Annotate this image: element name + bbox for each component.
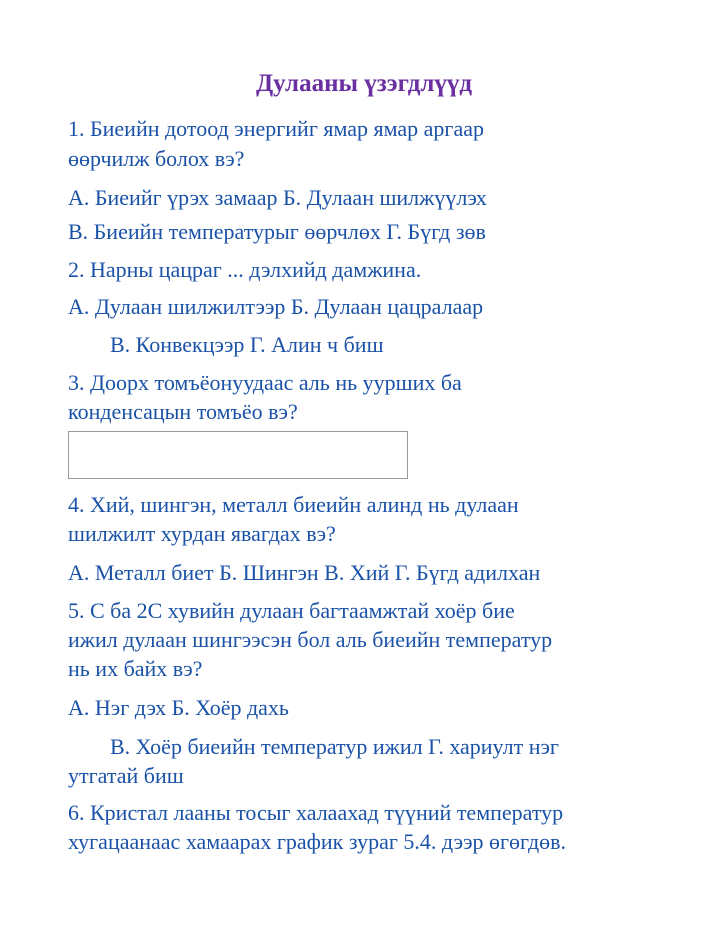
q5-options-line3: утгатай биш xyxy=(68,763,184,788)
q5-options-line2: В. Хоёр биеийн температур ижил Г. хариулт нэг xyxy=(110,734,559,759)
formula-image-placeholder xyxy=(68,431,408,479)
q5-text-line3: нь их байх вэ? xyxy=(68,656,203,681)
q3-text-line1: 3. Доорх томъёонуудаас аль нь уурших ба xyxy=(68,370,462,395)
q4-options: А. Металл биет Б. Шингэн В. Хий Г. Бүгд адилхан xyxy=(68,560,541,585)
page-title: Дулааны үзэгдлүүд xyxy=(255,70,473,97)
q3-text-line2: конденсацын томъёо вэ? xyxy=(68,399,298,424)
q6-text-line1: 6. Кристал лааны тосыг халаахад түүний температур xyxy=(68,800,564,825)
q2-text: 2. Нарны цацраг ... дэлхийд дамжина. xyxy=(68,257,422,282)
q5-options-line1: А. Нэг дэх Б. Хоёр дахь xyxy=(68,695,289,720)
q6-text-line2: хугацаанаас хамаарах график зураг 5.4. дээр өгөгдөв. xyxy=(68,829,567,854)
q2-options-line2: В. Конвекцээр Г. Алин ч биш xyxy=(110,332,384,357)
q5-text-line1: 5. C ба 2C хувийн дулаан багтаамжтай хоёр бие xyxy=(68,598,515,623)
q1-options-line1: А. Биеийг үрэх замаар Б. Дулаан шилжүүлэх xyxy=(68,185,487,210)
q4-text-line2: шилжилт хурдан явагдах вэ? xyxy=(68,521,336,546)
q1-text-line2: өөрчилж болох вэ? xyxy=(68,146,245,171)
q4-text-line1: 4. Хий, шингэн, металл биеийн алинд нь дулаан xyxy=(68,492,519,517)
q2-options-line1: А. Дулаан шилжилтээр Б. Дулаан цацралаар xyxy=(68,294,484,319)
q1-options-line2: В. Биеийн температурыг өөрчлөх Г. Бүгд зөв xyxy=(68,219,486,244)
q5-text-line2: ижил дулаан шингээсэн бол аль биеийн температур xyxy=(68,627,553,652)
q1-text-line1: 1. Биеийн дотоод энергийг ямар ямар аргаар xyxy=(68,116,484,141)
